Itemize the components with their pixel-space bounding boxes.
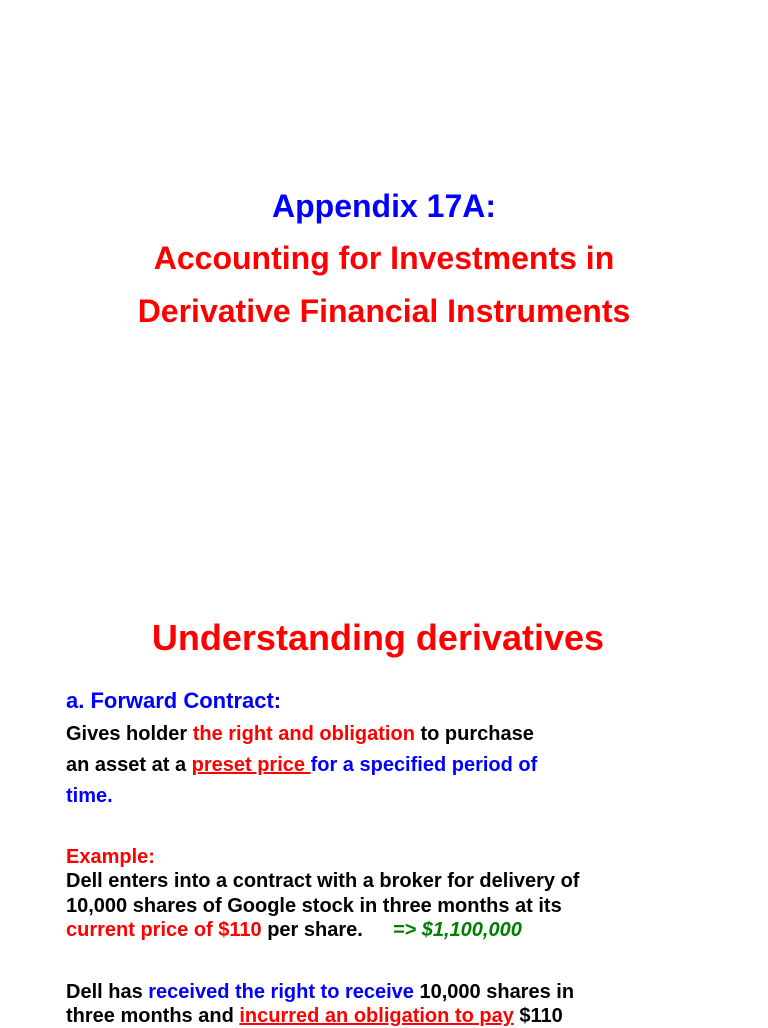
title-appendix: Appendix 17A: bbox=[271, 188, 497, 224]
example-line-2: 10,000 shares of Google stock in three months at its bbox=[66, 895, 562, 917]
text-span: three months and bbox=[66, 1005, 240, 1027]
highlight-preset-price: preset price bbox=[191, 754, 311, 776]
forward-definition-line-2 bbox=[66, 750, 537, 781]
highlight-right-obligation: the right and obligation bbox=[192, 723, 415, 745]
highlight-specified-period: for a specified period of bbox=[310, 754, 538, 776]
forward-definition-line-1 bbox=[66, 719, 534, 750]
forward-contract-subheading: a. Forward Contract: bbox=[66, 688, 282, 713]
text-span: 10,000 shares in bbox=[413, 981, 575, 1003]
forward-definition-line-3: time. bbox=[66, 785, 113, 807]
highlight-obligation-to-pay: incurred an obligation to pay bbox=[239, 1005, 514, 1027]
text-span: Gives holder bbox=[66, 723, 193, 745]
title-line-2: Accounting for Investments in bbox=[153, 240, 615, 276]
total-amount: => $1,100,000 bbox=[392, 919, 522, 941]
text-span: $110 bbox=[513, 1005, 563, 1027]
text-span: to purchase bbox=[414, 723, 534, 745]
highlight-current-price: current price of $110 bbox=[66, 919, 262, 941]
text-span: Dell has bbox=[66, 981, 149, 1003]
title-line-3: Derivative Financial Instruments bbox=[137, 293, 631, 329]
dell-line-1 bbox=[66, 980, 574, 1004]
section-heading: Understanding derivatives bbox=[151, 617, 605, 658]
example-label: Example: bbox=[66, 846, 155, 868]
example-line-3 bbox=[66, 918, 522, 942]
highlight-right-to-receive: received the right to receive bbox=[148, 981, 414, 1003]
example-line-1: Dell enters into a contract with a broker for delivery of bbox=[66, 870, 580, 892]
text-span: per share. bbox=[261, 919, 363, 941]
text-span: an asset at a bbox=[66, 754, 192, 776]
dell-line-2 bbox=[66, 1004, 563, 1028]
